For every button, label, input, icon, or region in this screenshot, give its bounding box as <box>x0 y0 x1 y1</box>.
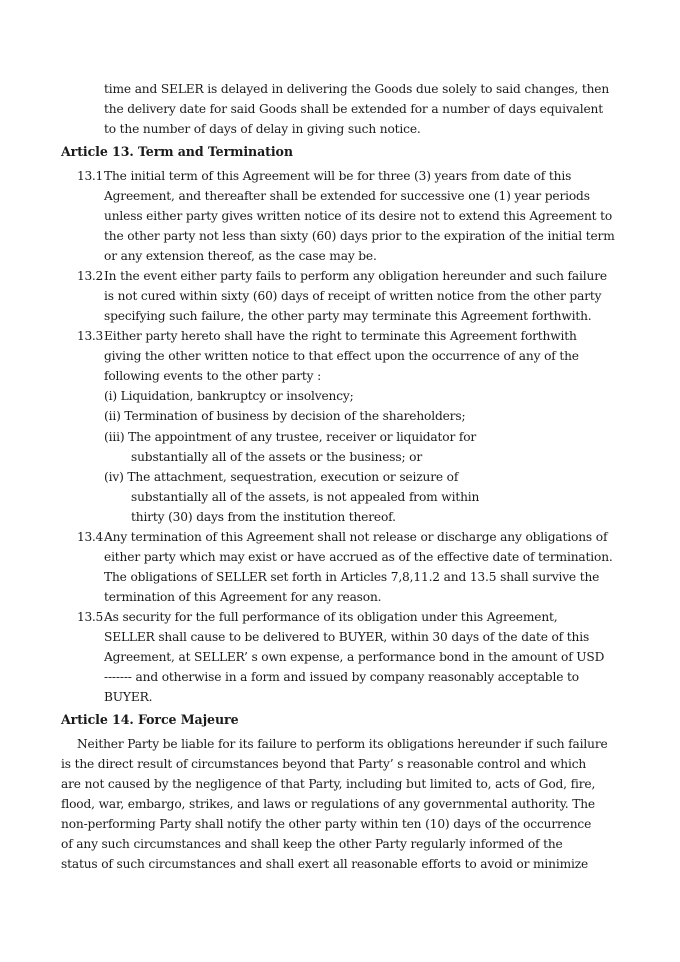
article-14-heading: Article 14. Force Majeure <box>61 712 239 727</box>
intro-line: to the number of days of delay in giving such notice. <box>104 122 421 136</box>
section-line: Agreement, and thereafter shall be extended for successive one (1) year periods <box>104 189 590 203</box>
section-line: unless either party gives written notice of its desire not to extend this Agreement to <box>104 209 613 223</box>
section-line: following events to the other party : <box>104 369 322 383</box>
paragraph-line: of any such circumstances and shall keep the other Party regularly informed of the <box>61 837 563 851</box>
section-line: The obligations of SELLER set forth in Articles 7,8,11.2 and 13.5 shall survive the <box>104 570 600 584</box>
section-line: giving the other written notice to that effect upon the occurrence of any of the <box>104 349 579 363</box>
paragraph-line: is the direct result of circumstances beyond that Party’ s reasonable control and which <box>61 757 587 771</box>
list-item-continuation: thirty (30) days from the institution thereof. <box>131 510 396 524</box>
section-line: is not cured within sixty (60) days of receipt of written notice from the other party <box>104 289 602 303</box>
list-item: (iv) The attachment, sequestration, execution or seizure of <box>104 470 459 484</box>
section-number: 13.3 <box>77 329 103 343</box>
intro-line: time and SELER is delayed in delivering the Goods due solely to said changes, then <box>104 82 610 96</box>
section-number: 13.1 <box>77 169 103 183</box>
section-line: SELLER shall cause to be delivered to BUYER, within 30 days of the date of this <box>104 630 590 644</box>
section-line: ------- and otherwise in a form and issued by company reasonably acceptable to <box>104 670 579 684</box>
paragraph-line: flood, war, embargo, strikes, and laws or regulations of any governmental authority. The <box>61 797 595 811</box>
section-number: 13.4 <box>77 530 103 544</box>
section-line: As security for the full performance of its obligation under this Agreement, <box>104 610 558 624</box>
paragraph-line: non-performing Party shall notify the other party within ten (10) days of the occurrence <box>61 817 592 831</box>
section-line: either party which may exist or have accrued as of the effective date of termination. <box>104 550 613 564</box>
list-item: (ii) Termination of business by decision of the shareholders; <box>104 409 466 423</box>
paragraph-line: status of such circumstances and shall exert all reasonable efforts to avoid or minimize <box>61 857 589 871</box>
section-line: Agreement, at SELLER’ s own expense, a performance bond in the amount of USD <box>104 650 605 664</box>
section-number: 13.2 <box>77 269 103 283</box>
section-line: Either party hereto shall have the right to terminate this Agreement forthwith <box>104 329 577 343</box>
list-item: (iii) The appointment of any trustee, receiver or liquidator for <box>104 430 477 444</box>
section-line: BUYER. <box>104 690 153 704</box>
section-line: the other party not less than sixty (60) days prior to the expiration of the initial term <box>104 229 615 243</box>
list-item-continuation: substantially all of the assets or the business; or <box>131 450 423 464</box>
list-item: (i) Liquidation, bankruptcy or insolvency; <box>104 389 354 403</box>
section-line: Any termination of this Agreement shall not release or discharge any obligations of <box>104 530 608 544</box>
section-line: The initial term of this Agreement will be for three (3) years from date of this <box>104 169 572 183</box>
section-line: In the event either party fails to perform any obligation hereunder and such failure <box>104 269 607 283</box>
paragraph-line: Neither Party be liable for its failure to perform its obligations hereunder if such failure <box>77 737 608 751</box>
article-13-heading: Article 13. Term and Termination <box>61 144 293 159</box>
section-line: specifying such failure, the other party may terminate this Agreement forthwith. <box>104 309 592 323</box>
list-item-continuation: substantially all of the assets, is not appealed from within <box>131 490 480 504</box>
section-line: termination of this Agreement for any reason. <box>104 590 382 604</box>
section-number: 13.5 <box>77 610 103 624</box>
intro-line: the delivery date for said Goods shall be extended for a number of days equivalent <box>104 102 603 116</box>
section-line: or any extension thereof, as the case may be. <box>104 249 377 263</box>
paragraph-line: are not caused by the negligence of that Party, including but limited to, acts of God, fire, <box>61 777 596 791</box>
